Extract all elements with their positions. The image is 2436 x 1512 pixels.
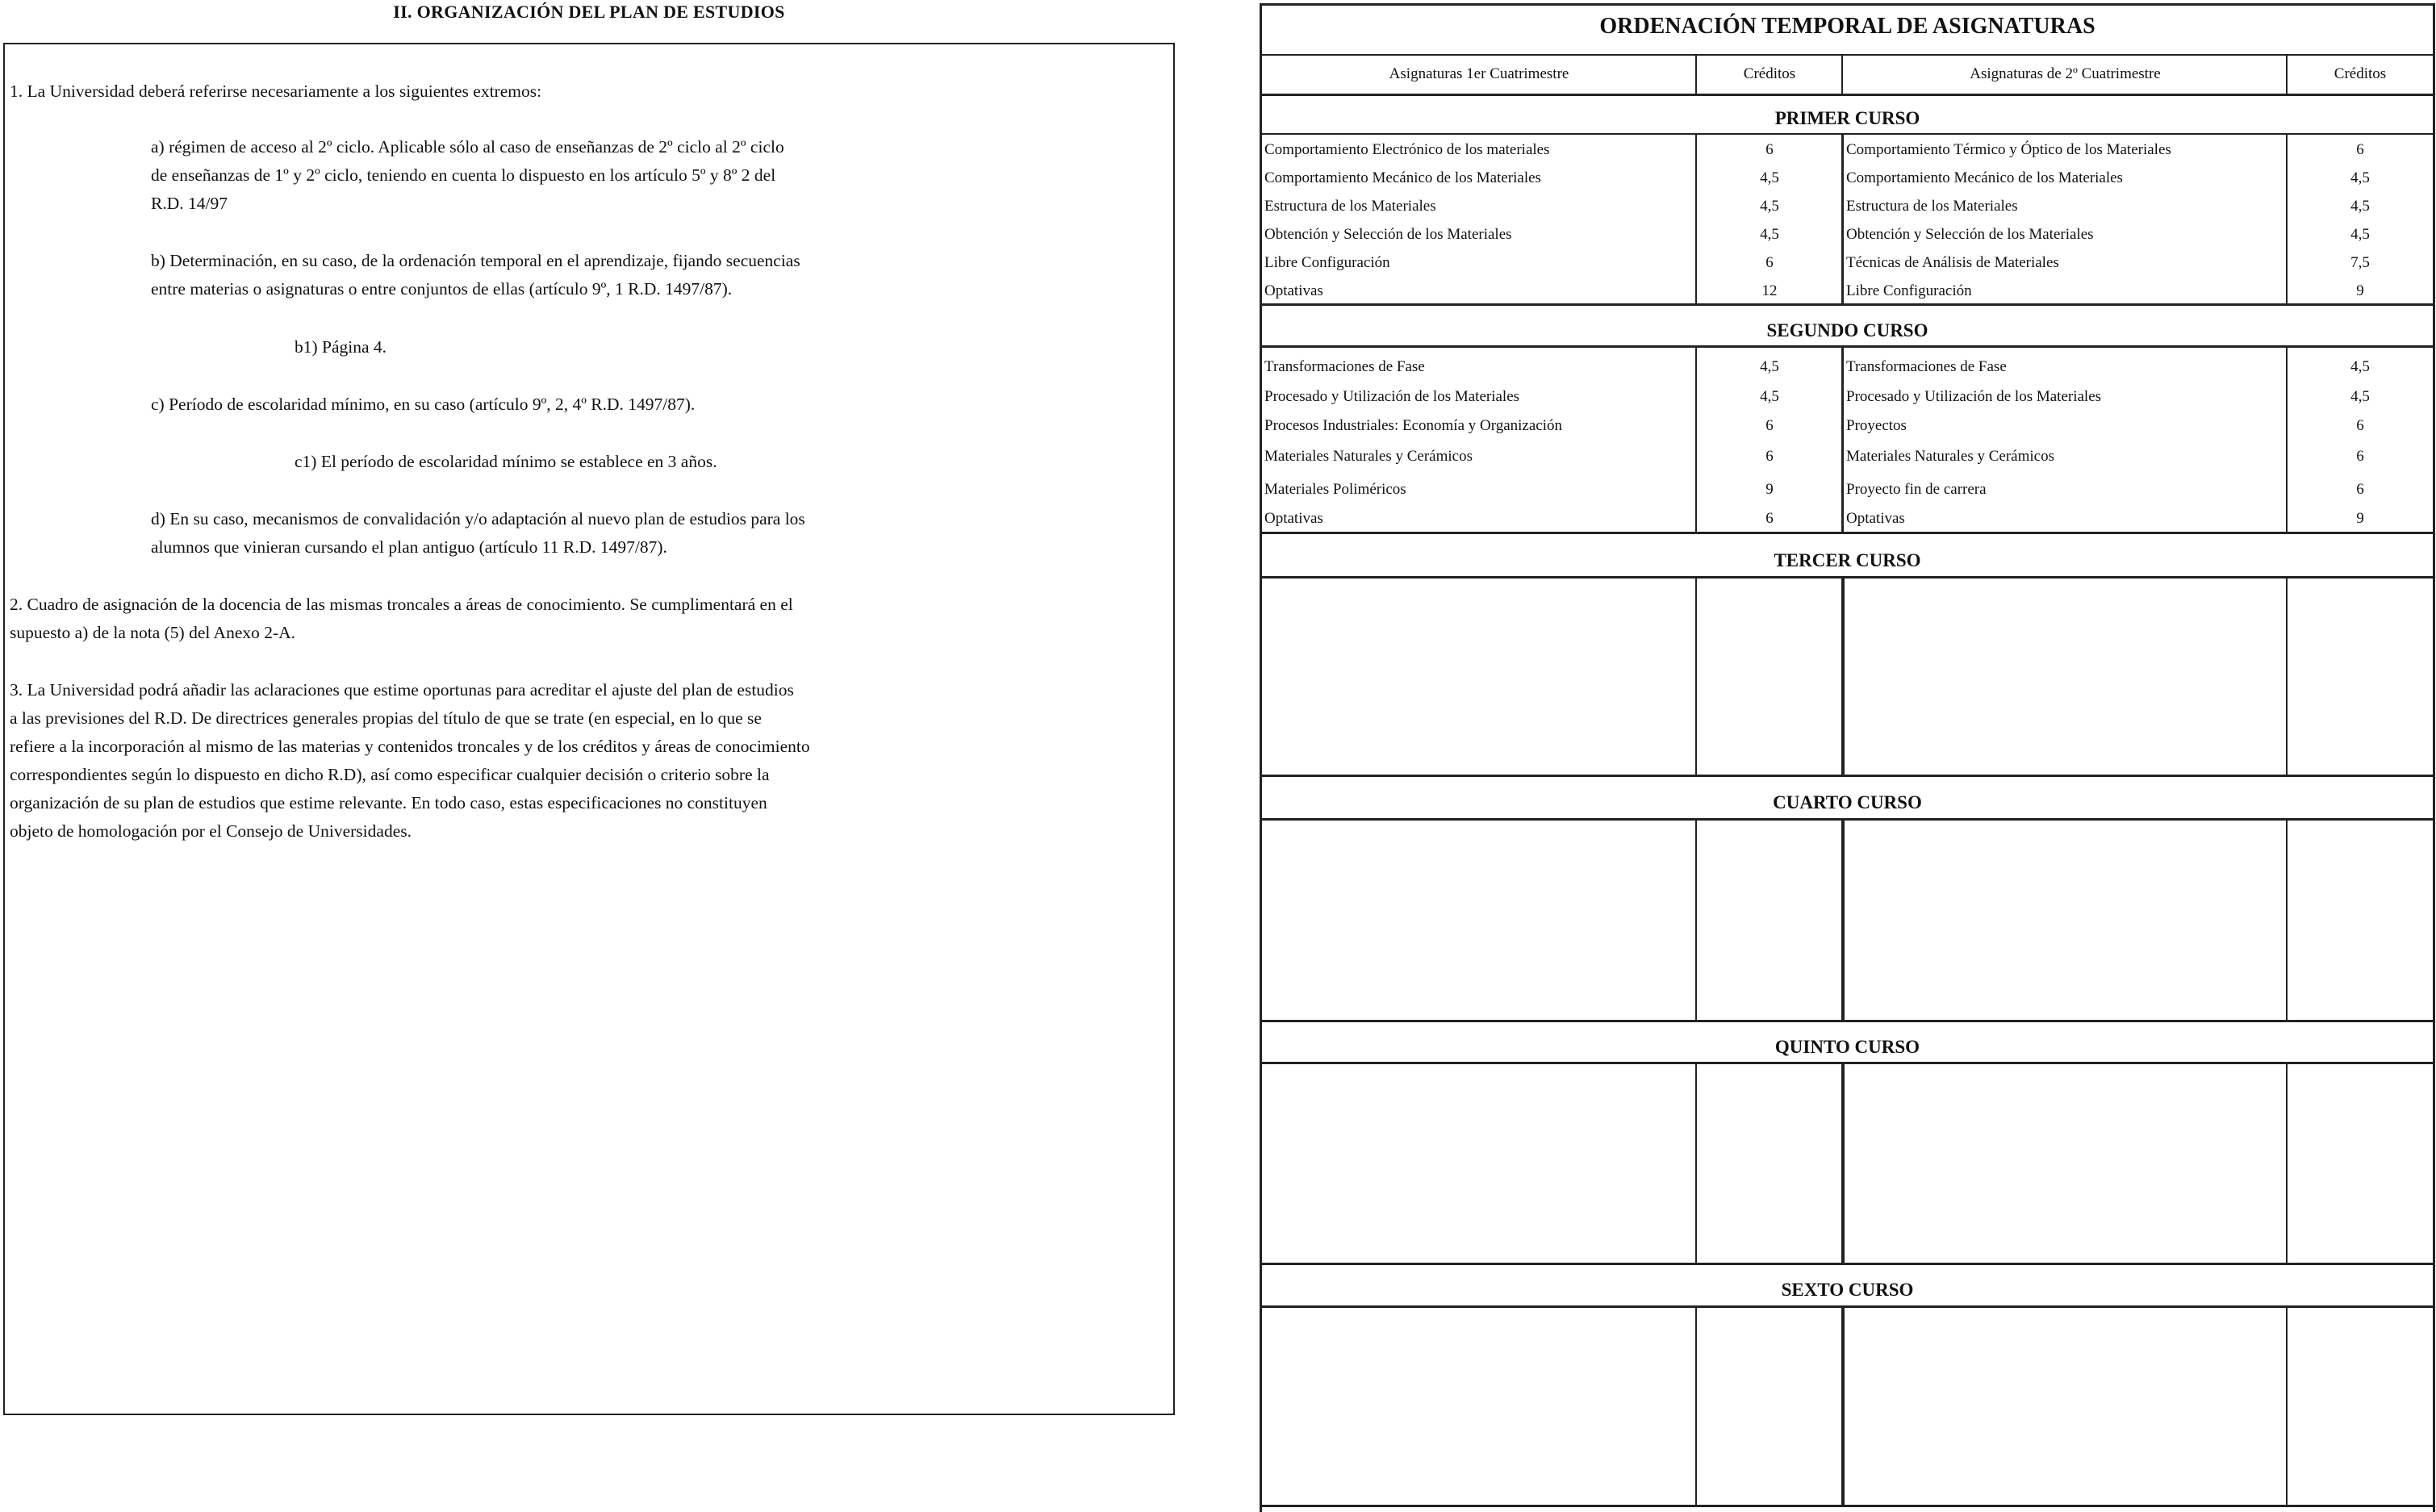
item-b-line2: entre materias o asignaturas o entre conjuntos de ellas (artículo 9º, 1 R.D. 1497/87).: [151, 279, 733, 299]
rule: [2286, 55, 2288, 94]
rule: [2286, 1307, 2288, 1506]
credits-2: 9: [2356, 282, 2364, 299]
rule: [1695, 1063, 1697, 1263]
rule: [2286, 1063, 2288, 1263]
credits-1: 12: [1761, 282, 1778, 299]
rule: [2286, 578, 2288, 775]
credits-2: 9: [2356, 510, 2364, 527]
subject-2: Técnicas de Análisis de Materiales: [1846, 254, 2059, 271]
credits-1: 4,5: [1760, 358, 1779, 375]
primer-curso-label: PRIMER CURSO: [1774, 108, 1920, 128]
subject-2: Estructura de los Materiales: [1846, 198, 2018, 215]
subject-2: Comportamiento Mecánico de los Materiales: [1846, 169, 2123, 186]
paragraph-1: 1. La Universidad deberá referirse necesariamente a los siguientes extremos:: [10, 81, 542, 101]
table-border-top: [1260, 3, 2435, 6]
credits-2: 4,5: [2350, 358, 2370, 375]
table-border-right: [2433, 3, 2435, 1512]
rule: [1260, 1020, 2435, 1022]
item-d-line2: alumnos que vinieran cursando el plan antiguo (artículo 11 R.D. 1497/87).: [151, 537, 667, 557]
rule: [1260, 133, 2435, 135]
subject-1: Comportamiento Mecánico de los Materiales: [1264, 169, 1541, 186]
credits-1: 6: [1765, 141, 1774, 158]
header-asignaturas-1: Asignaturas 1er Cuatrimestre: [1389, 65, 1569, 82]
credits-1: 9: [1765, 481, 1774, 498]
item-c: c) Período de escolaridad mínimo, en su caso (artículo 9º, 2, 4º R.D. 1497/87).: [151, 395, 696, 414]
rule: [1841, 578, 1845, 775]
rule: [2286, 134, 2288, 303]
subject-1: Procesado y Utilización de los Materiales: [1264, 388, 1520, 405]
rule: [1260, 54, 2435, 56]
credits-2: 6: [2356, 141, 2364, 158]
table-border-bottom: [1260, 1505, 2435, 1507]
rule: [1841, 820, 1845, 1021]
item-a-line3: R.D. 14/97: [151, 194, 228, 213]
tercer-curso-label: TERCER CURSO: [1774, 550, 1921, 570]
rule: [1695, 1307, 1697, 1506]
credits-2: 4,5: [2350, 169, 2370, 186]
credits-1: 6: [1765, 417, 1774, 434]
paragraph-3-line1: 3. La Universidad podrá añadir las aclaraciones que estime oportunas para acreditar el ajuste del plan de estudios: [10, 680, 794, 700]
subject-1: Procesos Industriales: Economía y Organización: [1264, 417, 1562, 434]
paragraph-3-line6: objeto de homologación por el Consejo de Universidades.: [10, 821, 412, 841]
item-c1: c1) El período de escolaridad mínimo se establece en 3 años.: [295, 452, 717, 471]
rule: [1260, 1305, 2435, 1308]
subject-2: Proyecto fin de carrera: [1846, 481, 1987, 498]
rule: [1841, 1063, 1845, 1263]
rule: [1695, 820, 1697, 1021]
header-creditos-1: Créditos: [1743, 65, 1796, 82]
subject-1: Obtención y Selección de los Materiales: [1264, 226, 1512, 243]
subject-1: Estructura de los Materiales: [1264, 198, 1436, 215]
table-title: ORDENACIÓN TEMPORAL DE ASIGNATURAS: [1599, 14, 2095, 39]
subject-1: Comportamiento Electrónico de los materiales: [1264, 141, 1550, 158]
rule: [1260, 1263, 2435, 1265]
subject-2: Materiales Naturales y Cerámicos: [1846, 448, 2054, 465]
subject-1: Libre Configuración: [1264, 254, 1390, 271]
item-a-line2: de enseñanzas de 1º y 2º ciclo, teniendo en cuenta lo dispuesto en los artículo 5º y 8º 2 del: [151, 165, 776, 185]
sexto-curso-label: SEXTO CURSO: [1781, 1280, 1914, 1300]
paragraph-3-line2: a las previsiones del R.D. De directrices generales propias del título de que se trate (en especial, en lo que se: [10, 708, 762, 728]
subject-1: Materiales Poliméricos: [1264, 481, 1406, 498]
credits-2: 6: [2356, 448, 2364, 465]
subject-1: Materiales Naturales y Cerámicos: [1264, 448, 1473, 465]
rule: [1260, 345, 2435, 348]
rule: [1695, 134, 1697, 303]
subject-1: Optativas: [1264, 510, 1323, 527]
subject-2: Comportamiento Térmico y Óptico de los Materiales: [1846, 141, 2171, 158]
rule: [1260, 1062, 2435, 1064]
header-creditos-2: Créditos: [2334, 65, 2387, 82]
paragraph-2-line1: 2. Cuadro de asignación de la docencia de las mismas troncales a áreas de conocimiento. Se cumplimentará en el: [10, 595, 793, 614]
item-b1: b1) Página 4.: [295, 337, 387, 357]
header-asignaturas-2: Asignaturas de 2º Cuatrimestre: [1970, 65, 2161, 82]
rule: [1260, 532, 2435, 534]
subject-2: Transformaciones de Fase: [1846, 358, 2007, 375]
item-b-line1: b) Determinación, en su caso, de la ordenación temporal en el aprendizaje, fijando secuencias: [151, 251, 800, 270]
subject-1: Transformaciones de Fase: [1264, 358, 1425, 375]
item-d-line1: d) En su caso, mecanismos de convalidación y/o adaptación al nuevo plan de estudios para los: [151, 509, 805, 528]
rule: [1260, 818, 2435, 821]
paragraph-2-line2: supuesto a) de la nota (5) del Anexo 2-A.: [10, 623, 296, 642]
credits-2: 6: [2356, 417, 2364, 434]
subject-2: Procesado y Utilización de los Materiales: [1846, 388, 2102, 405]
paragraph-3-line3: refiere a la incorporación al mismo de las materias y contenidos troncales y de los créditos y áreas de conocimiento: [10, 737, 810, 756]
subject-1: Optativas: [1264, 282, 1323, 299]
credits-1: 4,5: [1760, 198, 1779, 215]
credits-2: 4,5: [2350, 198, 2370, 215]
credits-1: 4,5: [1760, 169, 1779, 186]
subject-2: Libre Configuración: [1846, 282, 1972, 299]
segundo-curso-label: SEGUNDO CURSO: [1766, 320, 1928, 340]
rule: [1841, 55, 1843, 94]
rule: [1841, 1307, 1845, 1506]
rule: [2286, 820, 2288, 1021]
credits-2: 4,5: [2350, 226, 2370, 243]
credits-2: 6: [2356, 481, 2364, 498]
credits-1: 6: [1765, 254, 1774, 271]
rule: [1260, 576, 2435, 578]
cuarto-curso-label: CUARTO CURSO: [1773, 792, 1922, 812]
rule: [1695, 578, 1697, 775]
subject-2: Proyectos: [1846, 417, 1907, 434]
rule: [1260, 775, 2435, 777]
paragraph-3-line5: organización de su plan de estudios que estime relevante. En todo caso, estas especificaciones no constituyen: [10, 793, 767, 812]
section-title: II. ORGANIZACIÓN DEL PLAN DE ESTUDIOS: [393, 2, 785, 22]
rule: [1841, 347, 1844, 533]
rule: [2286, 347, 2288, 533]
rule: [1841, 134, 1844, 303]
rule: [1695, 55, 1697, 94]
paragraph-3-line4: correspondientes según lo dispuesto en dicho R.D), así como especificar cualquier decisión o criterio sobre la: [10, 765, 770, 784]
rule: [1695, 347, 1697, 533]
item-a-line1: a) régimen de acceso al 2º ciclo. Aplicable sólo al caso de enseñanzas de 2º ciclo al 2º ciclo: [151, 137, 784, 157]
credits-1: 6: [1765, 448, 1774, 465]
credits-2: 4,5: [2350, 388, 2370, 405]
subject-2: Optativas: [1846, 510, 1905, 527]
credits-2: 7,5: [2350, 254, 2370, 271]
rule: [1260, 303, 2435, 306]
credits-1: 4,5: [1760, 388, 1779, 405]
credits-1: 4,5: [1760, 226, 1779, 243]
quinto-curso-label: QUINTO CURSO: [1774, 1037, 1920, 1057]
rule: [1260, 94, 2435, 96]
subject-2: Obtención y Selección de los Materiales: [1846, 226, 2094, 243]
credits-1: 6: [1765, 510, 1774, 527]
